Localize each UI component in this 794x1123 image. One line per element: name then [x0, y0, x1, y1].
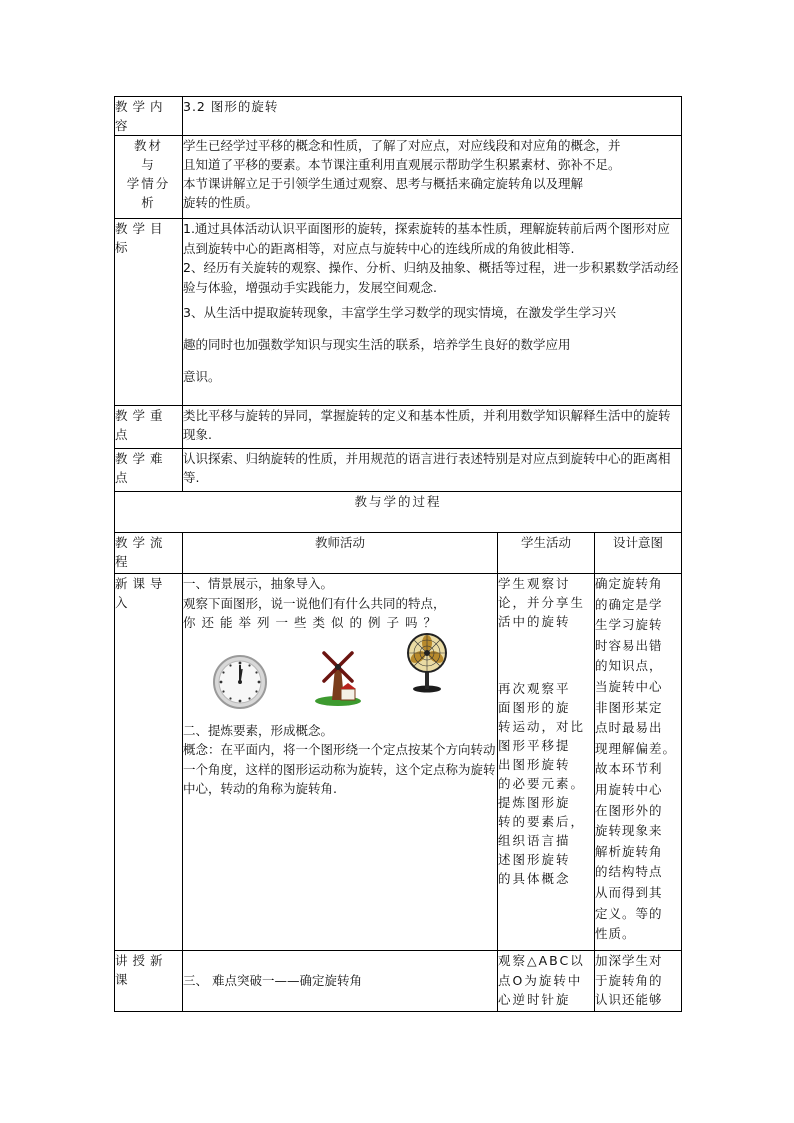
lesson-plan-table [114, 96, 682, 1012]
row-goals [115, 219, 682, 406]
analysis-label: 教材 与 学情分 析 [115, 136, 183, 219]
clock-icon [211, 653, 269, 711]
intro-student: 学生观察讨 论，并分享生 活中的旋转 再次观察平 面图形的旋 转运动，对比 图形平移提 出图形旋转 的必要元素。 提炼图形旋 转的要素后， 组织语言描 述图形旋转 的具体概念 [498, 574, 595, 951]
difficulty-text: 认识探索、归纳旋转的性质，并用规范的语言进行表述特别是对应点到旋转中心的距离相等. [183, 449, 682, 492]
analysis-text: 学生已经学过平移的概念和性质，了解了对应点，对应线段和对应角的概念，并 且知道了平移的要素。本节课注重利用直观展示帮助学生积累素材、弥补不足。 本节课讲解立足于引领学生通过观察、思考与概括来确定旋转角以及理解 旋转的性质。 [183, 136, 682, 219]
row-intro [115, 574, 682, 951]
header-intent: 设计意图 [595, 533, 682, 574]
goals-text: 1.通过具体活动认识平面图形的旋转，探索旋转的基本性质，理解旋转前后两个图形对应点到旋转中心的距离相等，对应点与旋转中心的连线所成的角彼此相等. 2、经历有关旋转的观察、操作、分析、归纳及抽象、概括等过程，进一步积累数学活动经验与体验，增强动手实践能力，发展空间观念. 3、从生活中提取旋转现象，丰富学生学习数学的现实情境，在激发学生学习兴 趣的同时也加强数学知识与现实生活的联系，培养学生良好的数学应用 意识。 [183, 219, 682, 406]
key-text: 类比平移与旋转的异同，掌握旋转的定义和基本性质，并利用数学知识解释生活中的旋转现象. [183, 406, 682, 449]
row-analysis [115, 136, 682, 219]
key-label: 教学重点 [115, 406, 183, 449]
header-student: 学生活动 [498, 533, 595, 574]
content-value: 3.2 图形的旋转 [183, 97, 682, 136]
intro-teacher: 一、情景展示，抽象导入。 观察下面图形，说一说他们有什么共同的特点， 你还能举列一些类似的例子吗？ 二、提炼要素，形成概念。 概念：在平面内，将一个图形绕一个定点按某个方向转动一个角度，这样的图形运动称为旋转，这个定点称为旋转中心，转动的角称为旋转角. [183, 574, 498, 951]
row-difficulty [115, 449, 682, 492]
example-images [183, 633, 497, 721]
lecture-teacher: 三、 难点突破一——确定旋转角 [183, 951, 498, 1012]
header-flow: 教学流程 [115, 533, 183, 574]
intro-flow: 新课导入 [115, 574, 183, 951]
process-title: 教与学的过程 [115, 492, 682, 533]
lecture-student: 观察△ABC以 点O为旋转中 心逆时针旋 [498, 951, 595, 1012]
goals-label: 教学目标 [115, 219, 183, 406]
content-label: 教学内容 [115, 97, 183, 136]
row-process-title [115, 492, 682, 533]
row-content [115, 97, 682, 136]
difficulty-label: 教学难点 [115, 449, 183, 492]
row-key [115, 406, 682, 449]
lecture-flow: 讲授新课 [115, 951, 183, 1012]
row-lecture [115, 951, 682, 1012]
header-teacher: 教师活动 [183, 533, 498, 574]
row-process-headers [115, 533, 682, 574]
electric-fan-icon [405, 633, 449, 693]
intro-intent: 确定旋转角 的确定是学 生学习旋转 时容易出错 的知识点， 当旋转中心 非图形某定 点时最易出 现理解偏差。 故本环节利 用旋转中心 在图形外的 旋转现象来 解析旋转角 的结构特点 从而得到其 定义。等的 性质。 [595, 574, 682, 951]
windmill-icon [313, 645, 363, 707]
lecture-intent: 加深学生对 于旋转角的 认识还能够 [595, 951, 682, 1012]
